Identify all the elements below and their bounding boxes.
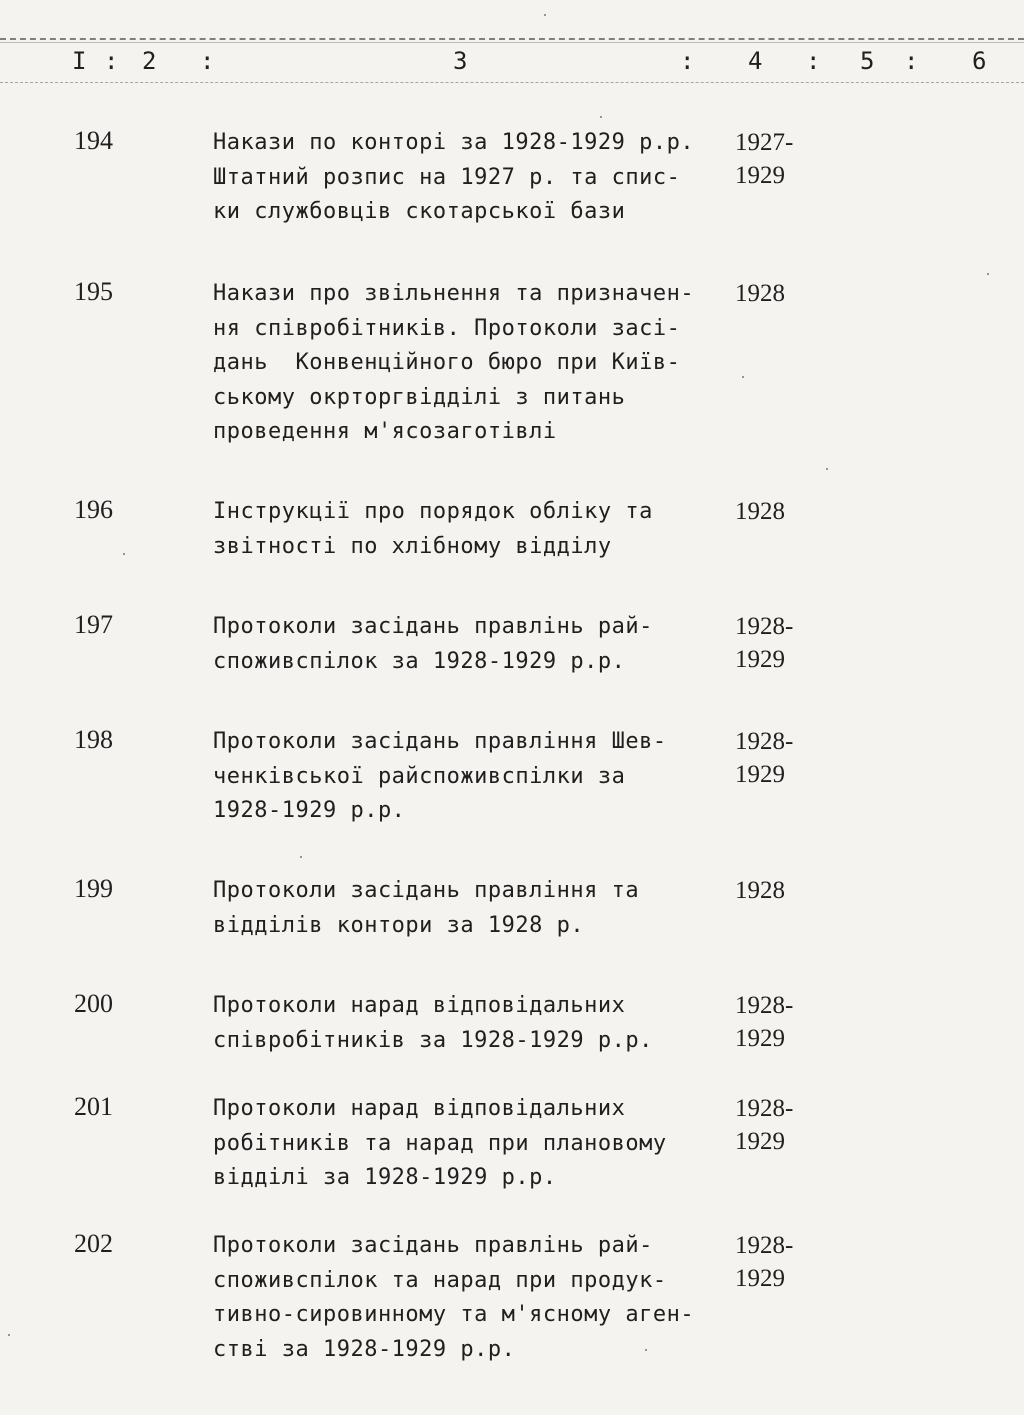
column-separator: : (104, 47, 120, 75)
description-line: Протоколи засідань правління та (213, 878, 640, 903)
date-end: 1929 (735, 1128, 785, 1155)
entry-dates (735, 1229, 793, 1295)
description-line: споживспілок за 1928-1929 р.р. (213, 648, 626, 674)
description-line: співробітників за 1928-1929 р.р. (213, 1027, 653, 1053)
column-header-4: 4 (748, 47, 764, 75)
description-line: Протоколи нарад відповідальних (213, 1096, 626, 1121)
date-start: 1928 (735, 280, 785, 307)
entry-dates (735, 126, 793, 192)
date-end: 1929 (735, 646, 785, 673)
description-line: робітників та нарад при плановому (213, 1130, 667, 1156)
date-start: 1927- (735, 129, 794, 156)
entry-dates (735, 1092, 793, 1158)
scan-speck (742, 376, 744, 378)
header-bottom-rule (0, 82, 1024, 83)
column-header-3: 3 (453, 47, 469, 75)
column-separator: : (680, 47, 696, 75)
entry-description (213, 126, 713, 230)
description-line: Протоколи нарад відповідальних (213, 993, 626, 1018)
description-line: відділі за 1928-1929 р.р. (213, 1165, 557, 1190)
description-line: стві за 1928-1929 р.р. (213, 1336, 516, 1362)
description-line: проведення м'ясозаготівлі (213, 419, 557, 444)
description-line: ченківської райспоживспілки за (213, 763, 626, 789)
description-line: тивно-сировинному та м'ясному аген- (213, 1302, 695, 1327)
column-header-6: 6 (972, 47, 988, 75)
entry-number: 201 (74, 1092, 113, 1121)
description-line: Накази по конторі за 1928-1929 р.р. (213, 130, 695, 155)
scan-speck (600, 116, 602, 118)
header-top-rule (0, 38, 1024, 40)
date-start: 1928- (735, 728, 794, 755)
entry-description (213, 989, 713, 1058)
description-line: Протоколи засідань правлінь рай- (213, 614, 653, 639)
description-line: відділів контори за 1928 р. (213, 912, 585, 938)
description-line: ки службовців скотарської бази (213, 199, 626, 224)
date-start: 1928- (735, 613, 794, 640)
column-header-1: I (72, 47, 88, 75)
date-end: 1929 (735, 761, 785, 788)
entry-number: 196 (74, 495, 113, 524)
scan-speck (544, 14, 546, 16)
scan-speck (300, 856, 302, 858)
date-start: 1928- (735, 1095, 794, 1122)
entry-description (213, 725, 713, 829)
scan-speck (826, 468, 828, 470)
description-line: дань Конвенційного бюро при Київ- (213, 350, 681, 375)
entry-description (213, 495, 713, 564)
entry-dates (735, 725, 793, 791)
entry-dates (735, 874, 785, 907)
description-line: Штатний розпис на 1927 р. та спис- (213, 164, 681, 190)
entry-dates (735, 277, 785, 310)
column-separator: : (806, 47, 822, 75)
description-line: ському окрторгвідділі з питань (213, 384, 626, 410)
entry-description (213, 610, 713, 679)
entry-dates (735, 989, 793, 1055)
entry-description (213, 874, 713, 943)
date-start: 1928- (735, 1232, 794, 1259)
entry-number: 200 (74, 989, 113, 1018)
description-line: Інструкції про порядок обліку та (213, 499, 653, 524)
date-end: 1929 (735, 162, 785, 189)
entry-description (213, 1092, 713, 1196)
entry-number: 198 (74, 725, 113, 754)
description-line: Накази про звільнення та призначен- (213, 281, 695, 306)
entry-description (213, 277, 713, 450)
entry-number: 199 (74, 874, 113, 903)
description-line: Протоколи засідань правлінь рай- (213, 1233, 653, 1258)
column-separator: : (904, 47, 920, 75)
entry-description (213, 1229, 713, 1367)
date-end: 1929 (735, 1265, 785, 1292)
date-start: 1928 (735, 877, 785, 904)
scan-speck (123, 553, 125, 555)
description-line: ня співробітників. Протоколи засі- (213, 315, 681, 341)
entry-number: 197 (74, 610, 113, 639)
entry-number: 202 (74, 1229, 113, 1258)
scan-speck (987, 273, 989, 275)
entry-number: 194 (74, 126, 113, 155)
description-line: Протоколи засідань правління Шев- (213, 729, 667, 754)
date-start: 1928 (735, 498, 785, 525)
scan-speck (8, 1334, 10, 1336)
description-line: споживспілок та нарад при продук- (213, 1267, 667, 1293)
entry-number: 195 (74, 277, 113, 306)
header-top-rule-secondary (0, 42, 1024, 43)
description-line: 1928-1929 р.р. (213, 798, 406, 823)
entry-dates (735, 495, 785, 528)
column-header-5: 5 (860, 47, 876, 75)
description-line: звітності по хлібному відділу (213, 533, 612, 559)
date-end: 1929 (735, 1025, 785, 1052)
date-start: 1928- (735, 992, 794, 1019)
column-separator: : (200, 47, 216, 75)
scan-speck (645, 1349, 647, 1351)
entry-dates (735, 610, 793, 676)
column-header-2: 2 (142, 47, 158, 75)
